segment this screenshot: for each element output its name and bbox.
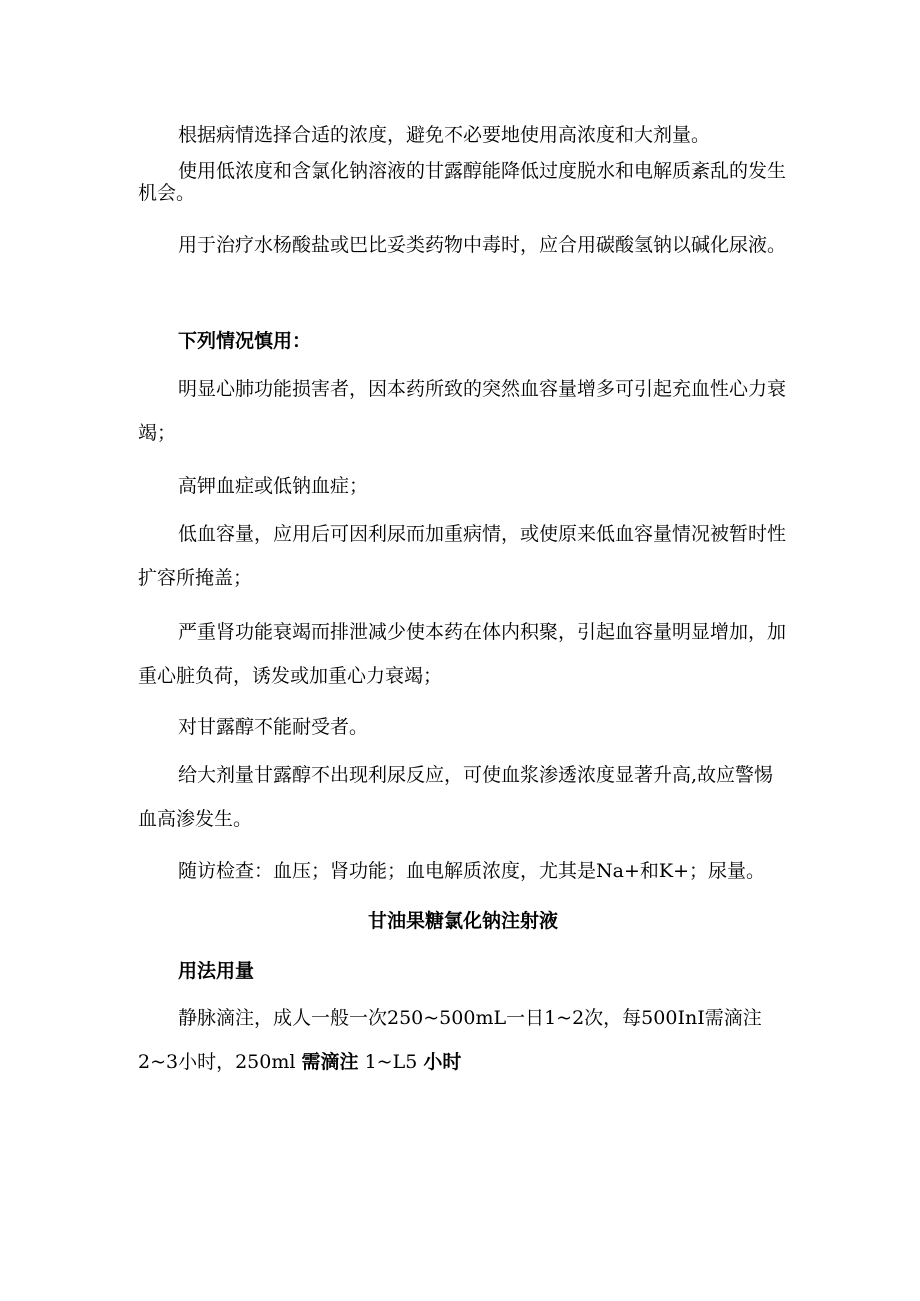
- caution-item-hyperosmolar: 给大剂量甘露醇不出现利尿反应，可使血浆渗透浓度显著升高,故应警惕血高渗发生。: [138, 764, 774, 830]
- caution-item-heart-lung: 明显心肺功能损害者，因本药所致的突然血容量增多可引起充血性心力衰竭；: [138, 378, 787, 444]
- dosage-text-3: 1~L5: [364, 1051, 418, 1073]
- paragraph-poisoning: 用于治疗水杨酸盐或巴比妥类药物中毒时，应合用碳酸氢钠以碱化尿液。: [178, 234, 787, 256]
- paragraph-concentration: 根据病情选择合适的浓度，避免不必要地使用高浓度和大剂量。: [178, 124, 711, 146]
- dosage-text-2: 需滴注: [301, 1051, 359, 1073]
- caution-item-potassium-sodium: 高钾血症或低钠血症；: [178, 475, 369, 497]
- section-title: 甘油果糖氯化钠注射液: [367, 910, 558, 932]
- subsection-title: 用法用量: [178, 960, 255, 982]
- caution-item-renal-failure: 严重肾功能衰竭而排泄减少使本药在体内积聚，引起血容量明显增加，加重心脏负荷，诱发或加重心力衰竭；: [138, 621, 787, 687]
- caution-item-intolerance: 对甘露醇不能耐受者。: [178, 716, 369, 738]
- paragraph-low-concentration: 使用低浓度和含氯化钠溶液的甘露醇能降低过度脱水和电解质紊乱的发生机会。: [138, 160, 787, 204]
- dosage-text-1: 静脉滴注，成人一般一次250~500mL一日1~2次，每500InI需滴注2~3小时，250ml: [138, 1007, 762, 1073]
- paragraph-follow-up: 随访检查：血压；肾功能；血电解质浓度，尤其是Na+和K+；尿量。: [178, 860, 765, 882]
- paragraph-dosage: [138, 996, 788, 1084]
- caution-item-low-volume: 低血容量，应用后可因利尿而加重病情，或使原来低血容量情况被暂时性扩容所掩盖；: [138, 523, 787, 589]
- dosage-text-4: 小时: [423, 1051, 462, 1073]
- caution-heading: 下列情况慎用：: [178, 330, 312, 352]
